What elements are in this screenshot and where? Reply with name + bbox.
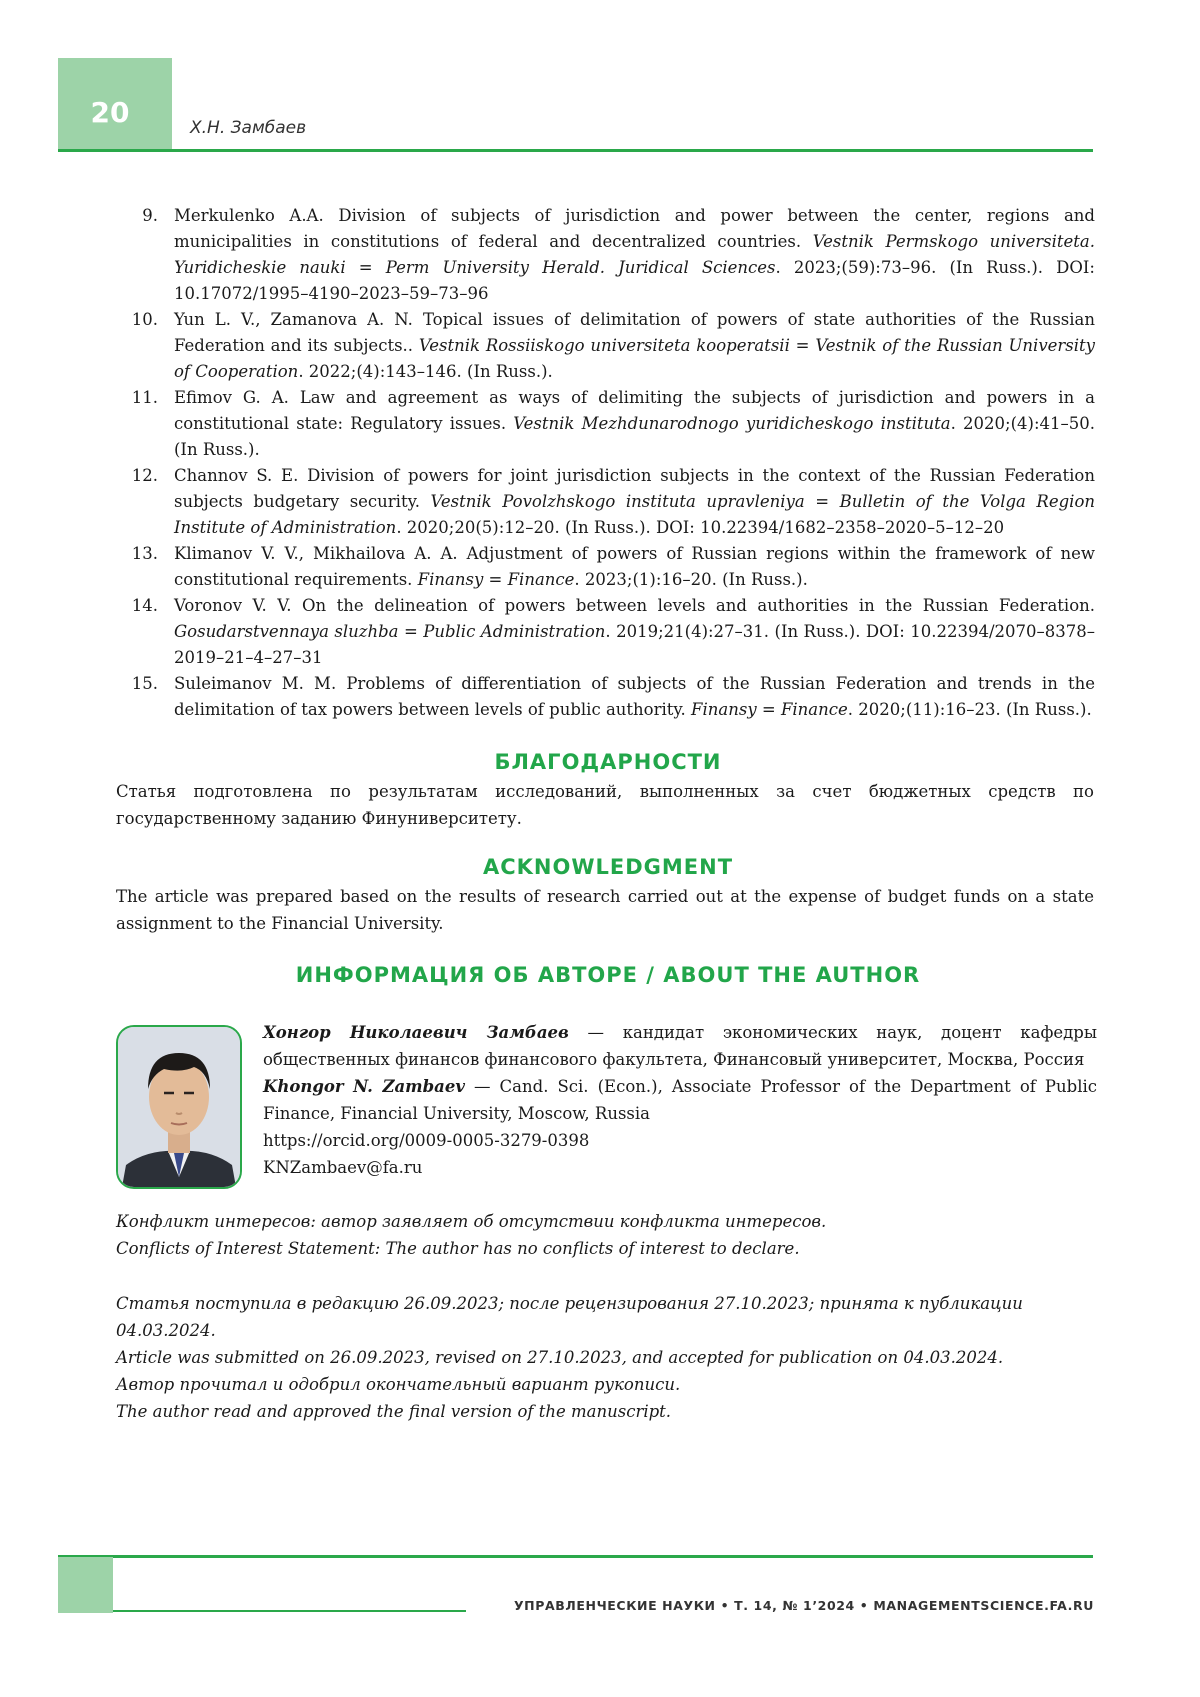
reference-text: Suleimanov M. M. Problems of differentiation of subjects of the Russian Federation and trends in the delimitation of tax powers between levels of public authority. <box>174 674 1095 719</box>
reference-details: . 2019;21(4):27–31. (In Russ.). DOI: 10.22394/2070–8378–2019–21–4–27–31 <box>174 622 1095 667</box>
dates-en: Article was submitted on 26.09.2023, revised on 27.10.2023, and accepted for publication on 04.03.2024. <box>116 1348 1004 1367</box>
reference-journal: Finansy = Finance <box>417 570 575 589</box>
reference-details: . 2020;20(5):12–20. (In Russ.). DOI: 10.22394/1682–2358–2020–5–12–20 <box>396 518 1005 537</box>
reference-text: Efimov G. A. Law and agreement as ways of delimiting the subjects of jurisdiction and powers in a constitutional state: Regulatory issues. <box>174 388 1095 433</box>
reference-number: 11. <box>131 388 158 407</box>
reference-text: Yun L. V., Zamanova A. N. Topical issues of delimitation of powers of state authorities of the Russian Federation and its subjects.. <box>174 310 1095 355</box>
reference-journal: Vestnik Mezhdunarodnogo yuridicheskogo instituta <box>513 414 951 433</box>
author-name-en: Khongor N. Zambaev <box>263 1077 465 1096</box>
reference-list <box>120 203 1095 723</box>
thanks-ru-heading: БЛАГОДАРНОСТИ <box>494 750 722 774</box>
thanks-ru-text: Статья подготовлена по результатам исследований, выполненных за счет бюджетных средств по государственному заданию Финуниверситету. <box>116 782 1094 828</box>
approved-en: The author read and approved the final version of the manuscript. <box>116 1402 672 1421</box>
author-desc-en: — Cand. Sci. (Econ.), Associate Professor of the Department of Public Finance, Financial University, Moscow, Russia <box>263 1077 1097 1123</box>
reference-item <box>120 203 1095 307</box>
footer-rule <box>113 1610 466 1612</box>
reference-item <box>120 307 1095 385</box>
thanks-en-heading: ACKNOWLEDGMENT <box>482 855 734 879</box>
reference-details: . 2022;(4):143–146. (In Russ.). <box>298 362 553 381</box>
reference-journal: Gosudarstvennaya sluzhba = Public Administration <box>174 622 606 641</box>
running-header-author: Х.Н. Замбаев <box>190 118 307 138</box>
footer-journal-info: УПРАВЛЕНЧЕСКИЕ НАУКИ • Т. 14, № 1’2024 • MANAGEMENTSCIENCE.FA.RU <box>513 1598 1094 1613</box>
reference-journal: Finansy = Finance <box>691 700 848 719</box>
reference-item <box>120 593 1095 671</box>
author-portrait <box>118 1027 240 1187</box>
reference-item <box>120 541 1095 593</box>
conflict-en: Conflicts of Interest Statement: The author has no conflicts of interest to declare. <box>116 1239 800 1258</box>
reference-journal: Vestnik Povolzhskogo instituta upravleniya = Bulletin of the Volga Region Institute of Administration <box>174 492 1095 537</box>
thanks-en-text: The article was prepared based on the results of research carried out at the expense of budget funds on a state assignment to the Financial University. <box>116 887 1094 933</box>
reference-details: . 2020;(11):16–23. (In Russ.). <box>847 700 1092 719</box>
reference-text: Channov S. E. Division of powers for joint jurisdiction subjects in the context of the Russian Federation subjects budgetary security. <box>174 466 1095 511</box>
footer-block <box>58 1557 113 1613</box>
dates-block <box>116 1290 1106 1425</box>
author-orcid-link[interactable]: https://orcid.org/0009-0005-3279-0398 <box>263 1131 590 1150</box>
reference-number: 14. <box>131 596 158 615</box>
author-info <box>263 1019 1097 1181</box>
approved-ru: Автор прочитал и одобрил окончательный вариант рукописи. <box>116 1375 681 1394</box>
reference-item <box>120 671 1095 723</box>
page-number: 20 <box>90 96 130 129</box>
reference-text: Voronov V. V. On the delineation of powers between levels and authorities in the Russian Federation. <box>174 596 1095 615</box>
reference-number: 12. <box>131 466 158 485</box>
reference-item <box>120 463 1095 541</box>
reference-number: 10. <box>131 310 158 329</box>
reference-journal: Vestnik Rossiiskogo universiteta kooperatsii = Vestnik of the Russian University of Cooperation <box>174 336 1095 381</box>
author-desc-ru: — кандидат экономических наук, доцент кафедры общественных финансов финансового факультета, Финансовый университет, Москва, Россия <box>263 1023 1097 1069</box>
reference-number: 15. <box>131 674 158 693</box>
header-divider <box>58 149 1093 152</box>
conflict-ru: Конфликт интересов: автор заявляет об отсутствии конфликта интересов. <box>116 1212 827 1231</box>
reference-text: Merkulenko A.A. Division of subjects of jurisdiction and power between the center, regions and municipalities in constitutions of federal and decentralized countries. <box>174 206 1095 251</box>
author-photo <box>116 1025 242 1189</box>
reference-journal: Vestnik Permskogo universiteta. Yuridicheskie nauki = Perm University Herald. Juridical Sciences <box>174 232 1095 277</box>
author-ru <box>263 1019 1097 1073</box>
author-en <box>263 1073 1097 1127</box>
reference-details: . 2023;(1):16–20. (In Russ.). <box>574 570 808 589</box>
reference-number: 13. <box>131 544 158 563</box>
reference-number: 9. <box>142 206 158 225</box>
reference-details: . 2023;(59):73–96. (In Russ.). DOI: 10.17072/1995–4190–2023–59–73–96 <box>174 258 1095 303</box>
author-email-link[interactable]: KNZambaev@fa.ru <box>263 1158 423 1177</box>
conflict-statement <box>116 1208 1106 1262</box>
reference-text: Klimanov V. V., Mikhailova A. A. Adjustment of powers of Russian regions within the framework of new constitutional requirements. <box>174 544 1095 589</box>
reference-details: . 2020;(4):41–50. (In Russ.). <box>174 414 1095 459</box>
footer-divider <box>58 1555 1093 1558</box>
dates-ru: Статья поступила в редакцию 26.09.2023; после рецензирования 27.10.2023; принята к публикации 04.03.2024. <box>116 1294 1023 1340</box>
author-section-heading: ИНФОРМАЦИЯ ОБ АВТОРЕ / ABOUT THE AUTHOR <box>295 963 921 987</box>
reference-item <box>120 385 1095 463</box>
author-name-ru: Хонгор Николаевич Замбаев <box>263 1023 569 1042</box>
